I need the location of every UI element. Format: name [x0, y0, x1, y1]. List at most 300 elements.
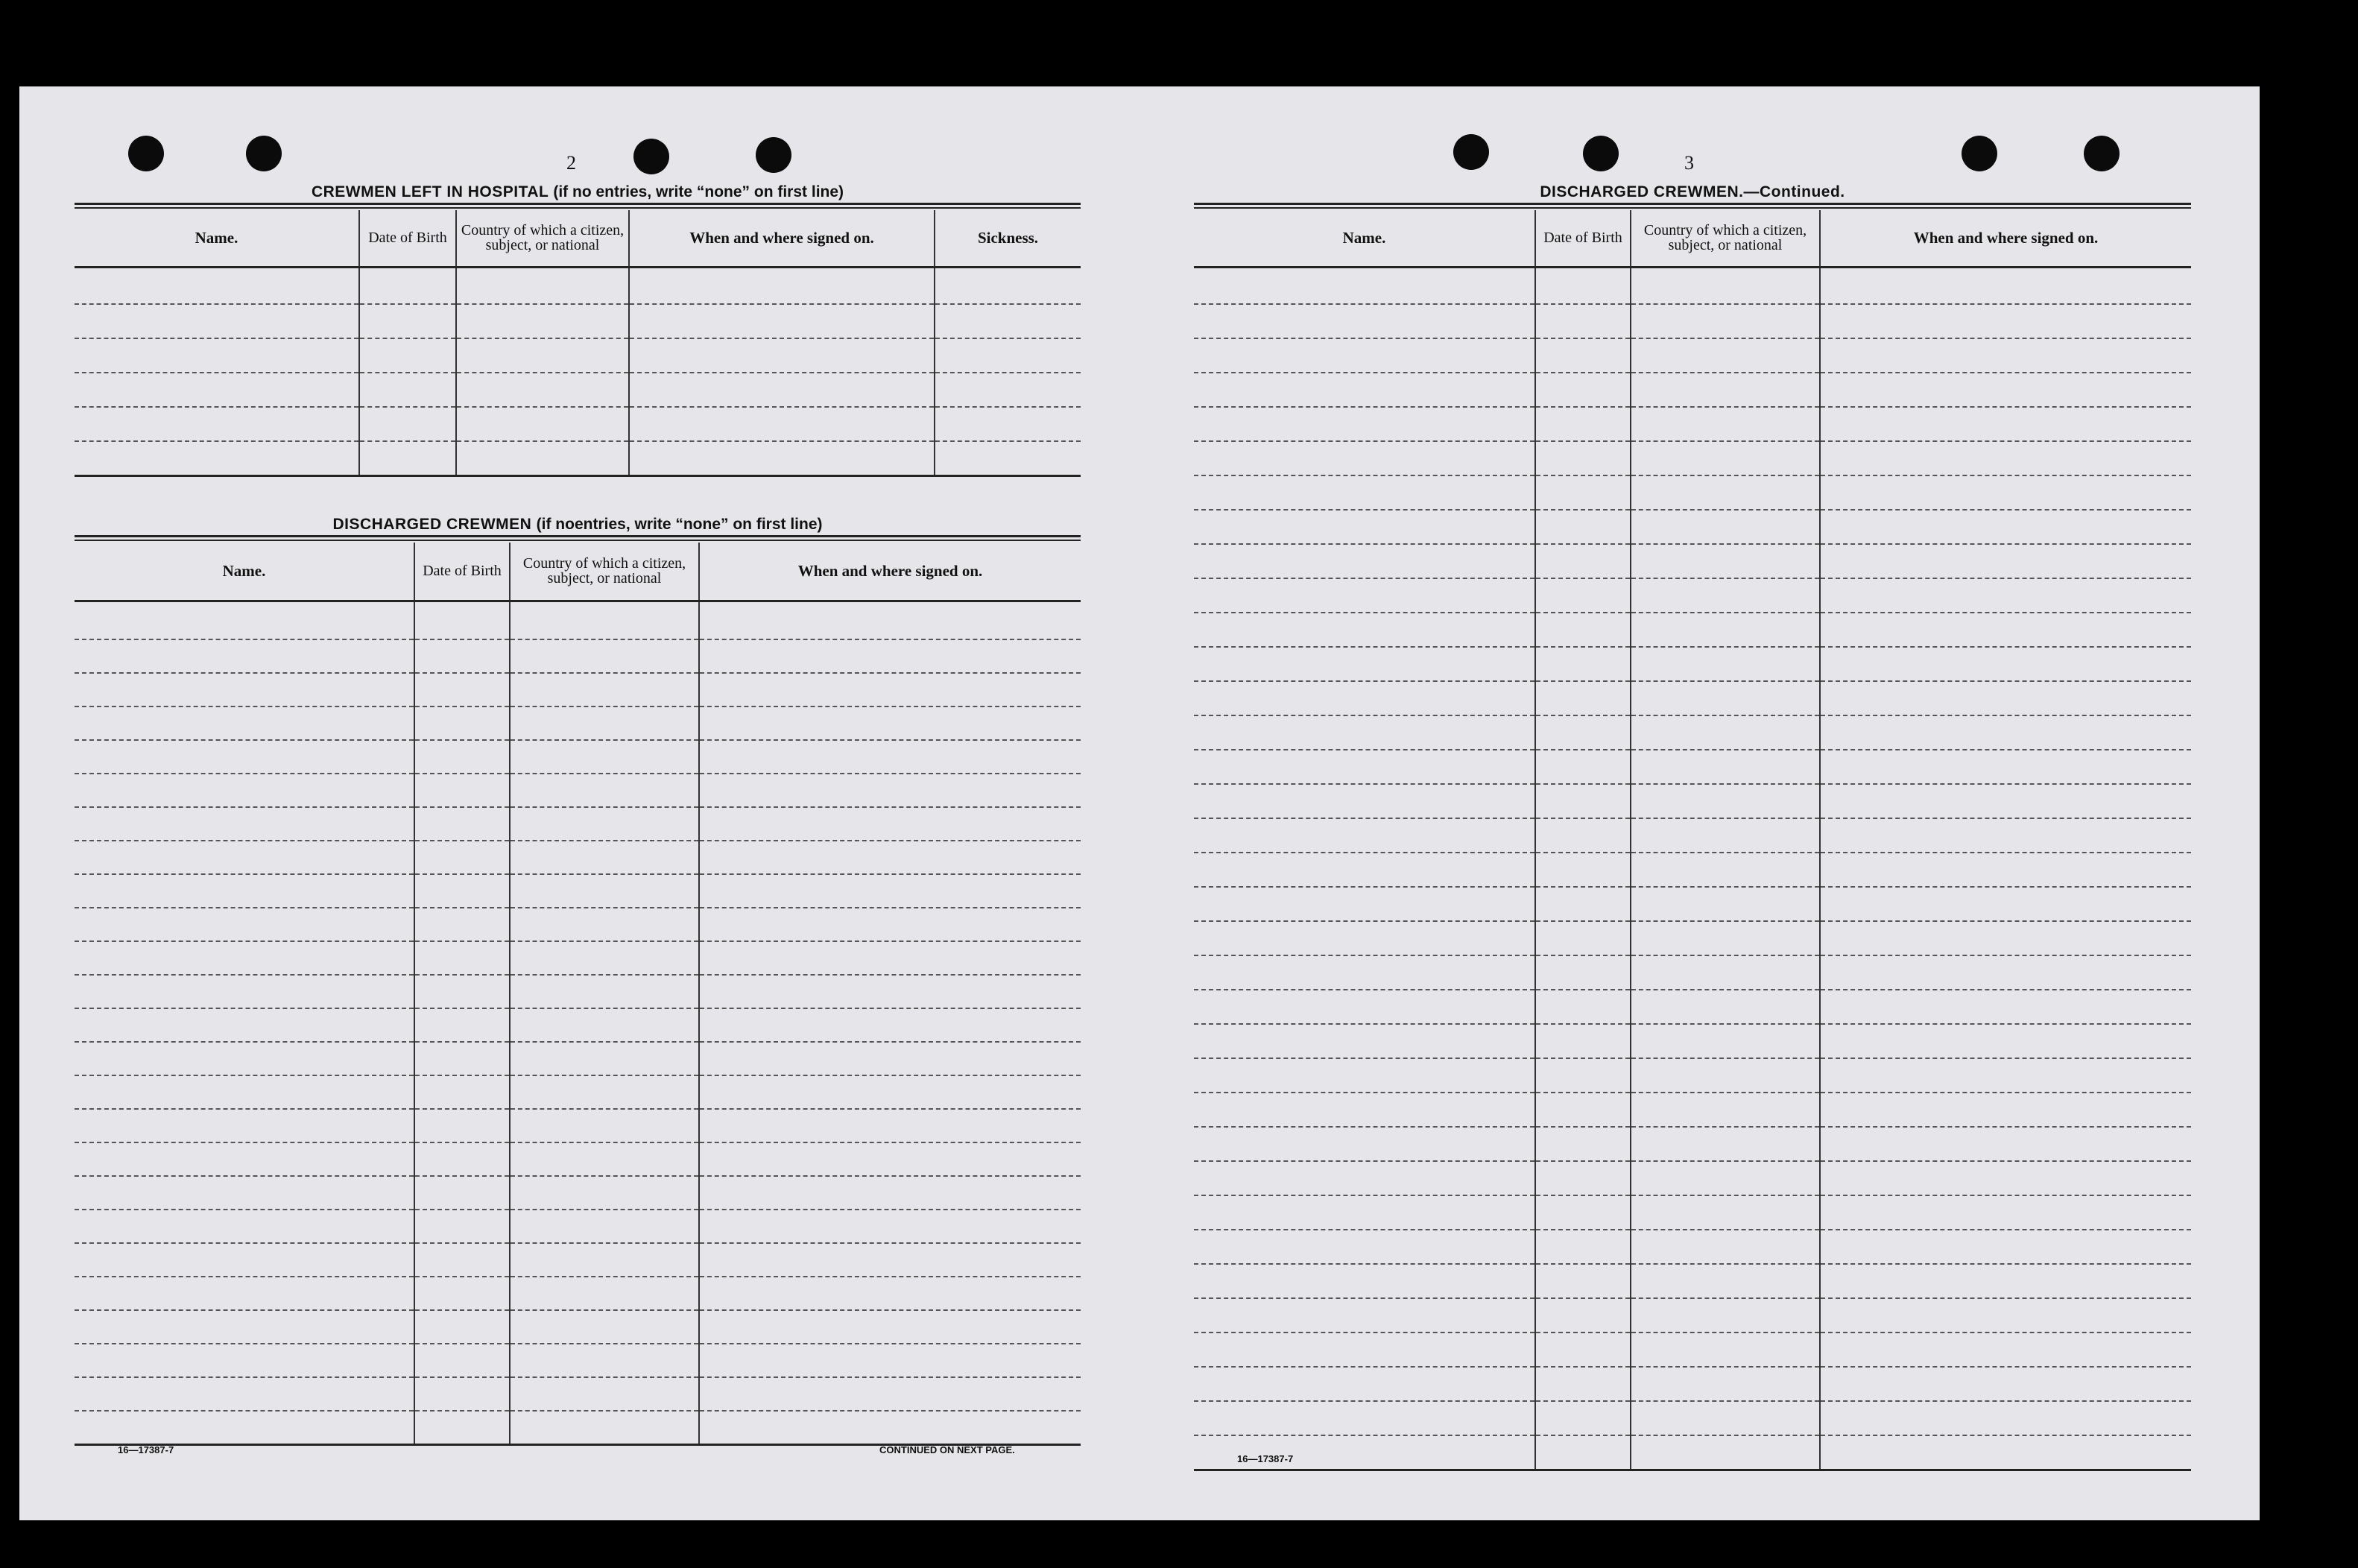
form-cell[interactable] [699, 1210, 1081, 1243]
form-cell[interactable] [75, 441, 359, 475]
form-cell[interactable] [1631, 1298, 1820, 1333]
form-cell[interactable] [414, 941, 510, 975]
form-cell[interactable] [935, 304, 1081, 338]
form-cell[interactable] [1820, 1298, 2191, 1333]
form-cell[interactable] [1194, 1093, 1535, 1127]
form-cell[interactable] [1194, 544, 1535, 578]
form-cell[interactable] [1631, 681, 1820, 715]
continued-note: CONTINUED ON NEXT PAGE. [879, 1444, 1015, 1455]
punch-hole [1962, 136, 1997, 171]
form-cell[interactable] [1194, 1127, 1535, 1161]
form-cell[interactable] [699, 1008, 1081, 1042]
form-cell[interactable] [629, 338, 935, 373]
form-cell[interactable] [75, 1008, 414, 1042]
form-cell[interactable] [1535, 1435, 1631, 1470]
form-cell[interactable] [699, 639, 1081, 673]
form-cell[interactable] [1631, 990, 1820, 1024]
form-cell[interactable] [1535, 475, 1631, 510]
form-cell[interactable] [75, 1176, 414, 1210]
punch-hole [1583, 136, 1619, 171]
form-cell[interactable] [1535, 1058, 1631, 1093]
form-cell[interactable] [75, 1042, 414, 1075]
form-cell[interactable] [414, 975, 510, 1008]
form-cell[interactable] [75, 1243, 414, 1277]
form-cell[interactable] [510, 1411, 699, 1444]
form-cell[interactable] [1194, 373, 1535, 407]
form-cell[interactable] [1631, 510, 1820, 544]
form-cell[interactable] [935, 338, 1081, 373]
form-cell[interactable] [1631, 647, 1820, 681]
form-cell[interactable] [456, 441, 629, 475]
form-cell[interactable] [1820, 1024, 2191, 1058]
form-cell[interactable] [1194, 955, 1535, 990]
form-cell[interactable] [699, 841, 1081, 874]
form-cell[interactable] [699, 673, 1081, 706]
hospital-top-rule [75, 203, 1081, 209]
form-cell[interactable] [1535, 955, 1631, 990]
hospital-title-main: CREWMEN LEFT IN HOSPITAL [311, 183, 549, 200]
form-cell[interactable] [1535, 818, 1631, 853]
form-cell[interactable] [1820, 955, 2191, 990]
form-cell[interactable] [1535, 1401, 1631, 1435]
form-cell[interactable] [359, 441, 456, 475]
form-cell[interactable] [1820, 510, 2191, 544]
form-cell[interactable] [1535, 510, 1631, 544]
form-cell[interactable] [1631, 475, 1820, 510]
form-cell[interactable] [510, 1042, 699, 1075]
form-cell[interactable] [1194, 990, 1535, 1024]
form-cell[interactable] [1631, 267, 1820, 304]
form-cell[interactable] [75, 774, 414, 807]
form-cell[interactable] [1194, 853, 1535, 887]
punch-hole [756, 137, 791, 173]
form-cell[interactable] [1820, 613, 2191, 647]
form-cell[interactable] [75, 1109, 414, 1142]
form-cell[interactable] [1535, 921, 1631, 955]
form-cell[interactable] [1194, 887, 1535, 921]
form-cell[interactable] [1631, 1435, 1820, 1470]
form-cell[interactable] [414, 601, 510, 639]
form-cell[interactable] [629, 441, 935, 475]
form-cell[interactable] [75, 1142, 414, 1176]
form-cell[interactable] [1820, 267, 2191, 304]
form-cell[interactable] [1535, 887, 1631, 921]
form-cell[interactable] [75, 639, 414, 673]
form-cell[interactable] [1194, 1195, 1535, 1230]
form-cell[interactable] [1631, 1401, 1820, 1435]
form-cell[interactable] [75, 673, 414, 706]
hospital-section-title [75, 183, 1081, 201]
col-signed-on: When and where signed on. [629, 210, 935, 267]
form-cell[interactable] [75, 338, 359, 373]
form-cell[interactable] [1631, 1127, 1820, 1161]
form-cell[interactable] [1194, 681, 1535, 715]
form-cell[interactable] [359, 407, 456, 441]
form-cell[interactable] [699, 1377, 1081, 1411]
form-cell[interactable] [1194, 338, 1535, 373]
form-cell[interactable] [699, 975, 1081, 1008]
form-cell[interactable] [1194, 267, 1535, 304]
form-cell[interactable] [75, 1277, 414, 1310]
form-cell[interactable] [1194, 647, 1535, 681]
form-cell[interactable] [1535, 715, 1631, 750]
form-cell[interactable] [75, 304, 359, 338]
form-cell[interactable] [935, 441, 1081, 475]
form-cell[interactable] [414, 908, 510, 941]
form-cell[interactable] [414, 740, 510, 774]
form-cell[interactable] [1194, 475, 1535, 510]
form-cell[interactable] [699, 1176, 1081, 1210]
form-cell[interactable] [699, 1142, 1081, 1176]
punch-hole [633, 139, 669, 174]
form-cell[interactable] [1820, 1161, 2191, 1195]
form-cell[interactable] [414, 807, 510, 841]
form-cell[interactable] [1194, 510, 1535, 544]
col-country: Country of which a citizen, subject, or national [456, 210, 629, 267]
form-cell[interactable] [935, 407, 1081, 441]
form-cell[interactable] [699, 1310, 1081, 1344]
form-cell[interactable] [1631, 1264, 1820, 1298]
form-cell[interactable] [1820, 578, 2191, 613]
form-cell[interactable] [510, 1277, 699, 1310]
form-cell[interactable] [414, 1243, 510, 1277]
form-cell[interactable] [699, 1344, 1081, 1377]
form-cell[interactable] [1631, 853, 1820, 887]
form-cell[interactable] [359, 304, 456, 338]
form-cell[interactable] [75, 407, 359, 441]
form-cell[interactable] [1631, 887, 1820, 921]
form-cell[interactable] [414, 1310, 510, 1344]
form-cell[interactable] [75, 841, 414, 874]
form-cell[interactable] [1535, 1024, 1631, 1058]
form-cell[interactable] [1194, 1367, 1535, 1401]
form-cell[interactable] [1631, 544, 1820, 578]
form-cell[interactable] [510, 1344, 699, 1377]
form-cell[interactable] [1820, 681, 2191, 715]
form-cell[interactable] [456, 267, 629, 304]
form-cell[interactable] [75, 706, 414, 740]
form-cell[interactable] [1631, 441, 1820, 475]
form-cell[interactable] [1631, 1024, 1820, 1058]
form-cell[interactable] [1631, 1333, 1820, 1367]
form-cell[interactable] [1194, 1058, 1535, 1093]
form-cell[interactable] [699, 941, 1081, 975]
form-cell[interactable] [1820, 1435, 2191, 1470]
form-cell[interactable] [699, 1075, 1081, 1109]
form-cell[interactable] [510, 908, 699, 941]
form-cell[interactable] [75, 975, 414, 1008]
form-cell[interactable] [456, 373, 629, 407]
form-cell[interactable] [414, 673, 510, 706]
form-cell[interactable] [1631, 784, 1820, 818]
form-cell[interactable] [75, 601, 414, 639]
form-cell[interactable] [510, 740, 699, 774]
form-cell[interactable] [1820, 1195, 2191, 1230]
form-cell[interactable] [1535, 784, 1631, 818]
form-cell[interactable] [1631, 1367, 1820, 1401]
form-cell[interactable] [1535, 1127, 1631, 1161]
form-number-right: 16—17387-7 [1237, 1453, 1294, 1464]
col-name: Name. [75, 543, 414, 601]
discharged-title-note: (if noentries, write “none” on first line) [536, 516, 823, 533]
form-cell[interactable] [1631, 1161, 1820, 1195]
form-cell[interactable] [75, 373, 359, 407]
form-cell[interactable] [935, 267, 1081, 304]
discharged-top-rule [75, 535, 1081, 541]
form-cell[interactable] [1535, 338, 1631, 373]
form-cell[interactable] [1631, 818, 1820, 853]
form-cell[interactable] [699, 1243, 1081, 1277]
form-cell[interactable] [414, 1142, 510, 1176]
form-cell[interactable] [1820, 647, 2191, 681]
form-cell[interactable] [1535, 990, 1631, 1024]
form-cell[interactable] [75, 1377, 414, 1411]
form-cell[interactable] [414, 774, 510, 807]
form-cell[interactable] [629, 373, 935, 407]
form-cell[interactable] [1820, 921, 2191, 955]
form-cell[interactable] [510, 706, 699, 740]
form-cell[interactable] [510, 1142, 699, 1176]
form-cell[interactable] [510, 1210, 699, 1243]
form-cell[interactable] [1194, 1298, 1535, 1333]
form-cell[interactable] [75, 908, 414, 941]
form-cell[interactable] [414, 1176, 510, 1210]
form-cell[interactable] [1535, 267, 1631, 304]
form-cell[interactable] [1535, 1230, 1631, 1264]
form-cell[interactable] [1194, 818, 1535, 853]
form-cell[interactable] [75, 941, 414, 975]
form-cell[interactable] [1820, 1058, 2191, 1093]
discharged-continued-section [1194, 183, 2191, 1540]
form-cell[interactable] [1535, 1195, 1631, 1230]
form-cell[interactable] [629, 407, 935, 441]
hospital-title-note: (if no entries, write “none” on first line) [553, 183, 844, 200]
form-cell[interactable] [75, 1310, 414, 1344]
form-cell[interactable] [1194, 921, 1535, 955]
form-cell[interactable] [1535, 613, 1631, 647]
form-cell[interactable] [456, 304, 629, 338]
form-cell[interactable] [1820, 373, 2191, 407]
form-cell[interactable] [699, 908, 1081, 941]
form-cell[interactable] [1535, 1333, 1631, 1367]
form-cell[interactable] [1535, 853, 1631, 887]
form-cell[interactable] [75, 1344, 414, 1377]
form-cell[interactable] [1820, 715, 2191, 750]
form-cell[interactable] [629, 267, 935, 304]
form-cell[interactable] [1194, 1024, 1535, 1058]
form-cell[interactable] [1194, 1264, 1535, 1298]
form-cell[interactable] [1820, 887, 2191, 921]
form-cell[interactable] [1631, 1058, 1820, 1093]
form-cell[interactable] [1194, 1333, 1535, 1367]
punch-hole [128, 136, 164, 171]
discharged-continued-title: DISCHARGED CREWMEN.—Continued. [1540, 183, 1845, 200]
form-cell[interactable] [699, 807, 1081, 841]
form-cell[interactable] [629, 304, 935, 338]
form-cell[interactable] [1631, 1195, 1820, 1230]
form-cell[interactable] [510, 941, 699, 975]
form-cell[interactable] [1820, 784, 2191, 818]
form-cell[interactable] [1820, 1127, 2191, 1161]
form-cell[interactable] [699, 1042, 1081, 1075]
form-cell[interactable] [510, 1377, 699, 1411]
col-name: Name. [75, 210, 359, 267]
form-cell[interactable] [699, 706, 1081, 740]
form-cell[interactable] [1194, 578, 1535, 613]
form-cell[interactable] [414, 1008, 510, 1042]
form-cell[interactable] [75, 267, 359, 304]
form-cell[interactable] [1535, 1093, 1631, 1127]
form-cell[interactable] [75, 1075, 414, 1109]
form-cell[interactable] [1535, 544, 1631, 578]
form-cell[interactable] [1820, 475, 2191, 510]
col-name: Name. [1194, 210, 1535, 267]
form-cell[interactable] [414, 1109, 510, 1142]
form-cell[interactable] [414, 1411, 510, 1444]
form-cell[interactable] [510, 673, 699, 706]
form-cell[interactable] [1631, 1230, 1820, 1264]
form-number-left: 16—17387-7 [118, 1444, 174, 1455]
col-signed-on: When and where signed on. [699, 543, 1081, 601]
form-cell[interactable] [510, 639, 699, 673]
form-cell[interactable] [1631, 304, 1820, 338]
form-cell[interactable] [1194, 784, 1535, 818]
form-cell[interactable] [1535, 1298, 1631, 1333]
form-cell[interactable] [1535, 373, 1631, 407]
form-cell[interactable] [1631, 1093, 1820, 1127]
form-cell[interactable] [699, 774, 1081, 807]
punch-hole [2084, 136, 2120, 171]
form-cell[interactable] [1535, 1264, 1631, 1298]
form-cell[interactable] [510, 841, 699, 874]
discharged-section [75, 516, 1081, 1529]
form-cell[interactable] [359, 373, 456, 407]
form-cell[interactable] [1535, 407, 1631, 441]
form-cell[interactable] [75, 1411, 414, 1444]
form-cell[interactable] [1820, 338, 2191, 373]
form-cell[interactable] [1194, 715, 1535, 750]
form-cell[interactable] [1820, 441, 2191, 475]
form-cell[interactable] [1820, 544, 2191, 578]
form-cell[interactable] [699, 1411, 1081, 1444]
form-cell[interactable] [414, 706, 510, 740]
form-cell[interactable] [1820, 818, 2191, 853]
form-cell[interactable] [359, 267, 456, 304]
form-cell[interactable] [75, 874, 414, 908]
punch-hole [246, 136, 282, 171]
form-cell[interactable] [1820, 1401, 2191, 1435]
form-cell[interactable] [699, 740, 1081, 774]
form-cell[interactable] [1194, 1161, 1535, 1195]
form-cell[interactable] [1631, 955, 1820, 990]
form-cell[interactable] [699, 1277, 1081, 1310]
form-cell[interactable] [510, 774, 699, 807]
form-cell[interactable] [510, 1075, 699, 1109]
form-cell[interactable] [1631, 750, 1820, 784]
form-cell[interactable] [1535, 1367, 1631, 1401]
form-cell[interactable] [510, 1310, 699, 1344]
form-cell[interactable] [414, 639, 510, 673]
form-cell[interactable] [1820, 990, 2191, 1024]
form-cell[interactable] [75, 740, 414, 774]
form-cell[interactable] [1820, 1093, 2191, 1127]
form-cell[interactable] [1820, 853, 2191, 887]
form-cell[interactable] [456, 338, 629, 373]
form-cell[interactable] [1631, 407, 1820, 441]
form-cell[interactable] [935, 373, 1081, 407]
form-cell[interactable] [1535, 647, 1631, 681]
form-cell[interactable] [510, 975, 699, 1008]
form-cell[interactable] [699, 601, 1081, 639]
form-cell[interactable] [510, 807, 699, 841]
form-cell[interactable] [414, 1277, 510, 1310]
form-cell[interactable] [414, 1377, 510, 1411]
form-cell[interactable] [414, 874, 510, 908]
form-cell[interactable] [1820, 304, 2191, 338]
form-cell[interactable] [1194, 1230, 1535, 1264]
form-cell[interactable] [699, 874, 1081, 908]
form-cell[interactable] [510, 601, 699, 639]
form-cell[interactable] [414, 1075, 510, 1109]
form-cell[interactable] [1631, 338, 1820, 373]
form-cell[interactable] [1535, 750, 1631, 784]
form-cell[interactable] [1631, 921, 1820, 955]
form-cell[interactable] [75, 1210, 414, 1243]
form-cell[interactable] [1194, 750, 1535, 784]
form-cell[interactable] [1820, 1264, 2191, 1298]
form-cell[interactable] [510, 1109, 699, 1142]
col-country: Country of which a citizen, subject, or national [510, 543, 699, 601]
form-cell[interactable] [510, 874, 699, 908]
form-cell[interactable] [1194, 407, 1535, 441]
form-cell[interactable] [414, 1210, 510, 1243]
form-cell[interactable] [359, 338, 456, 373]
form-cell[interactable] [510, 1008, 699, 1042]
form-cell[interactable] [75, 807, 414, 841]
form-cell[interactable] [1820, 1230, 2191, 1264]
form-cell[interactable] [1631, 715, 1820, 750]
form-cell[interactable] [414, 1042, 510, 1075]
form-cell[interactable] [456, 407, 629, 441]
form-cell[interactable] [510, 1243, 699, 1277]
form-cell[interactable] [414, 1344, 510, 1377]
form-cell[interactable] [1535, 578, 1631, 613]
form-cell[interactable] [1631, 578, 1820, 613]
col-date-of-birth: Date of Birth [414, 543, 510, 601]
form-cell[interactable] [1194, 1435, 1535, 1470]
form-cell[interactable] [1535, 441, 1631, 475]
form-cell[interactable] [1820, 1333, 2191, 1367]
col-date-of-birth: Date of Birth [1535, 210, 1631, 267]
discharged-continued-top-rule [1194, 203, 2191, 209]
form-cell[interactable] [1535, 681, 1631, 715]
col-signed-on: When and where signed on. [1820, 210, 2191, 267]
form-cell[interactable] [1194, 613, 1535, 647]
form-cell[interactable] [1631, 373, 1820, 407]
form-cell[interactable] [1194, 1401, 1535, 1435]
form-cell[interactable] [1820, 1367, 2191, 1401]
form-cell[interactable] [510, 1176, 699, 1210]
form-cell[interactable] [414, 841, 510, 874]
form-cell[interactable] [1631, 613, 1820, 647]
form-cell[interactable] [1194, 304, 1535, 338]
form-cell[interactable] [1820, 407, 2191, 441]
form-cell[interactable] [1535, 1161, 1631, 1195]
form-cell[interactable] [699, 1109, 1081, 1142]
form-cell[interactable] [1535, 304, 1631, 338]
form-cell[interactable] [1820, 750, 2191, 784]
form-cell[interactable] [1194, 441, 1535, 475]
